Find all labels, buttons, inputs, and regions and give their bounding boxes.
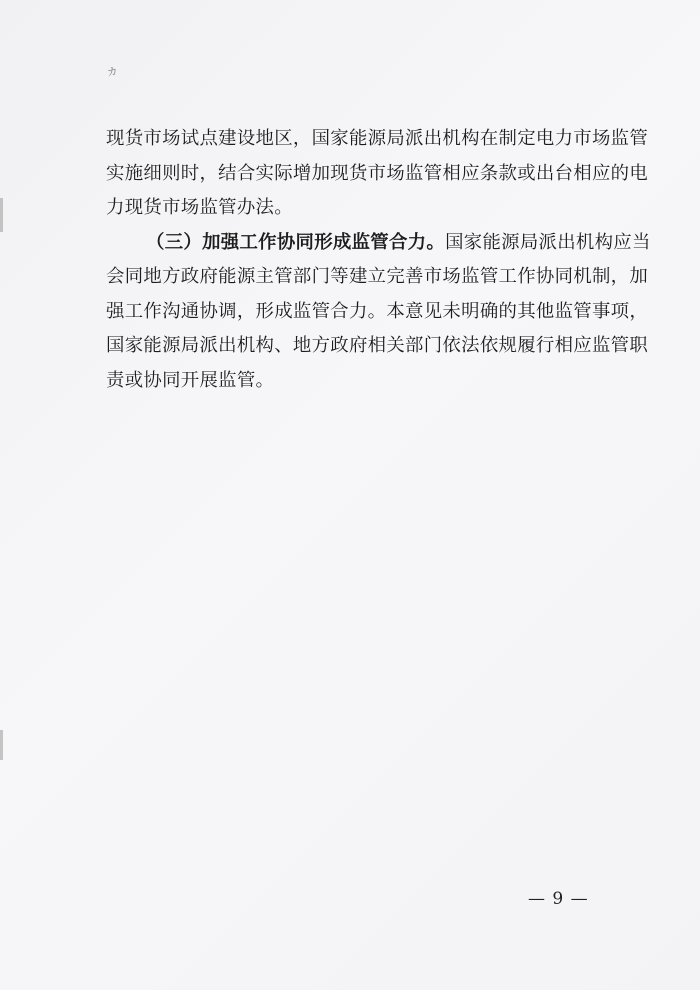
paragraph-2-line-2: 会同地方政府能源主管部门等建立完善市场监管工作协同机制，加	[106, 266, 649, 287]
paragraph-1-line-1: 现货市场试点建设地区，国家能源局派出机构在制定电力市场监管	[106, 128, 649, 149]
binding-mark-top	[0, 198, 3, 232]
body-text	[106, 122, 651, 398]
corner-mark: ヵ	[104, 62, 121, 80]
binding-mark-bottom	[0, 730, 3, 760]
paragraph-2-line-3: 强工作沟通协调，形成监管合力。本意见未明确的其他监管事项，	[106, 300, 649, 322]
paragraph-1-line-3: 力现货市场监管办法。	[106, 197, 293, 218]
paragraph-2-line-1-text: 国家能源局派出机构应当	[445, 231, 651, 253]
paragraph-2	[106, 226, 651, 399]
page-number: — 9 —	[528, 889, 589, 909]
paragraph-2-line-4: 国家能源局派出机构、地方政府相关部门依法依规履行相应监管职	[106, 335, 649, 356]
paragraph-1	[106, 122, 649, 226]
paragraph-2-line-5: 责或协同开展监管。	[106, 369, 275, 391]
section-heading: （三）加强工作协同形成监管合力。	[146, 231, 446, 253]
paragraph-2-line-1	[106, 226, 651, 261]
paragraph-1-line-2: 实施细则时，结合实际增加现货市场监管相应条款或出台相应的电	[106, 162, 649, 184]
